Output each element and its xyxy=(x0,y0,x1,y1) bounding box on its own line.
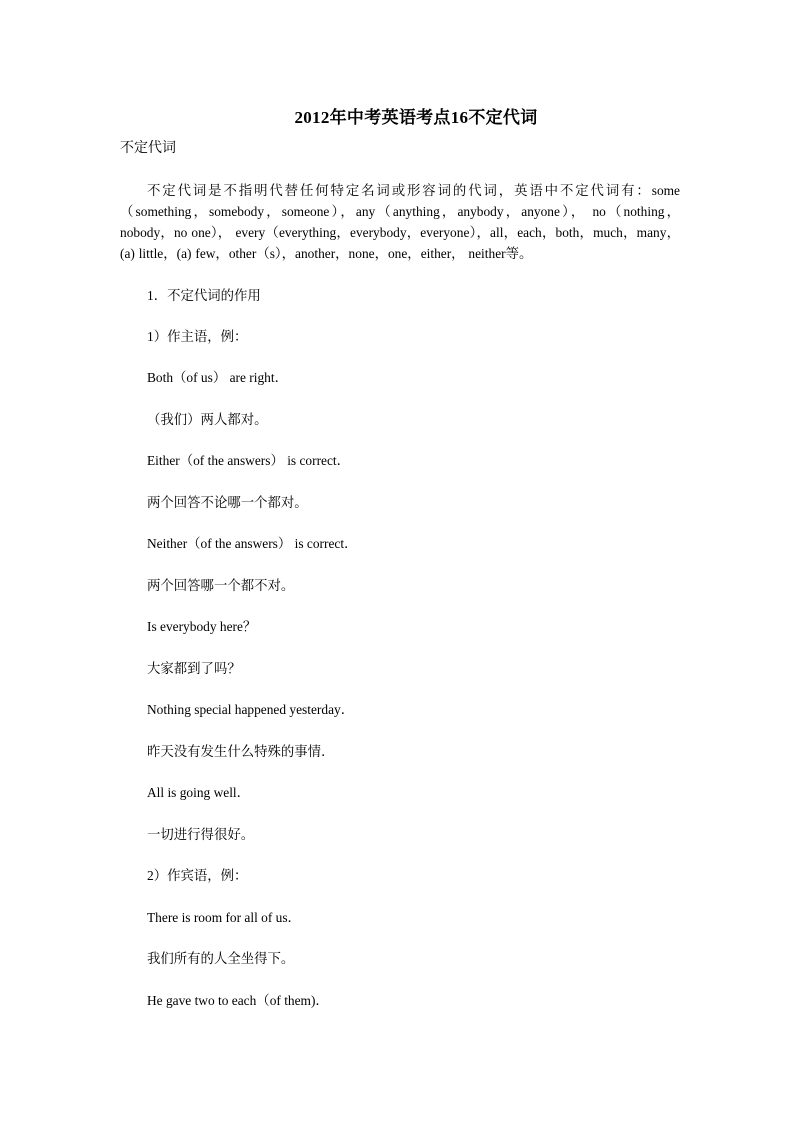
example-sentence: Is everybody here？ xyxy=(147,619,257,634)
example-translation: 大家都到了吗？ xyxy=(147,661,241,676)
example-sentence: All is going well． xyxy=(147,785,251,800)
example-translation: 两个回答哪一个都不对。 xyxy=(147,578,295,593)
example-translation: （我们）两人都对。 xyxy=(147,412,268,427)
example-translation: 昨天没有发生什么特殊的事情． xyxy=(147,744,335,759)
section-heading: 不定代词 xyxy=(120,141,176,156)
document-title: 2012年中考英语考点16不定代词 xyxy=(294,108,538,127)
subheading-as-object: 2）作宾语，例： xyxy=(147,868,248,883)
example-sentence: He gave two to each（of them)． xyxy=(147,993,329,1008)
example-sentence: Either（of the answers） is correct． xyxy=(147,453,351,468)
subheading-function: 1．不定代词的作用 xyxy=(147,288,261,303)
example-translation: 我们所有的人全坐得下。 xyxy=(147,951,295,966)
subheading-as-subject: 1）作主语，例： xyxy=(147,329,248,344)
example-sentence: Both（of us） are right． xyxy=(147,370,288,385)
example-translation: 两个回答不论哪一个都对。 xyxy=(147,495,308,510)
example-sentence: Neither（of the answers） is correct． xyxy=(147,536,358,551)
intro-paragraph: 不定代词是不指明代替任何特定名词或形容词的代词，英语中不定代词有：some（something，somebody，someone），any（anything，anybody，anyone）， no（nothing，nobody，no one）， every（everything，everybody，everyone），all，each，both，much，many，(a) little，(a) few，other（s），another，none，one，either， neither等。 xyxy=(120,183,680,261)
example-sentence: There is room for all of us． xyxy=(147,910,301,925)
example-sentence: Nothing special happened yesterday． xyxy=(147,702,355,717)
example-translation: 一切进行得很好。 xyxy=(147,827,255,842)
